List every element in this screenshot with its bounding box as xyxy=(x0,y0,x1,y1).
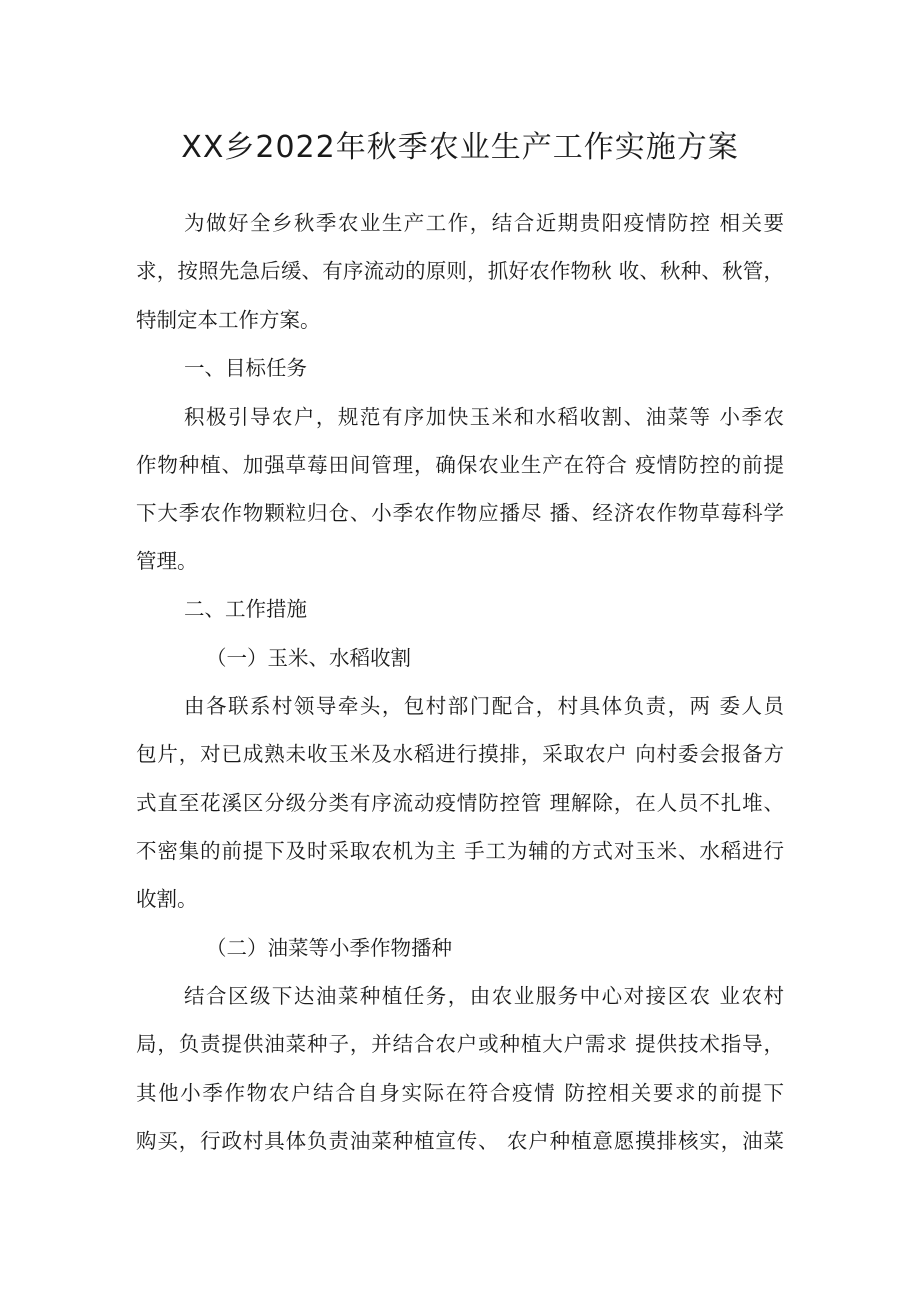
paragraph-goals-line-3: 下大季农作物颗粒归仓、小季农作物应播尽 播、经济农作物草莓科学 xyxy=(136,501,784,525)
subsection-heading-harvest: （一）玉米、水稻收割 xyxy=(206,646,411,670)
paragraph-intro-line-1: 为做好全乡秋季农业生产工作，结合近期贵阳疫情防控 相关要 xyxy=(184,211,784,235)
paragraph-goals-line-4: 管理。 xyxy=(136,549,198,573)
paragraph-sowing-line-4: 购买，行政村具体负责油菜种植宣传、 农户种植意愿摸排核实，油菜 xyxy=(136,1129,784,1153)
paragraph-intro-line-2: 求，按照先急后缓、有序流动的原则，抓好农作物秋 收、秋种、秋管， xyxy=(136,259,784,283)
paragraph-sowing-line-1: 结合区级下达油菜种植任务，由农业服务中心对接区农 业农村 xyxy=(184,984,784,1008)
paragraph-harvest-line-3: 式直至花溪区分级分类有序流动疫情防控管 理解除，在人员不扎堆、 xyxy=(136,791,784,815)
document-title: XX乡2022年秋季农业生产工作实施方案 xyxy=(181,130,739,165)
paragraph-harvest-line-1: 由各联系村领导牵头，包村部门配合，村具体负责，两 委人员 xyxy=(184,694,784,718)
paragraph-goals-line-2: 作物种植、加强草莓田间管理，确保农业生产在符合 疫情防控的前提 xyxy=(136,453,784,477)
section-heading-goals: 一、目标任务 xyxy=(184,356,307,380)
section-heading-measures: 二、工作措施 xyxy=(184,597,307,621)
paragraph-harvest-line-4: 不密集的前提下及时采取农机为主 手工为辅的方式对玉米、水稻进行 xyxy=(136,839,784,863)
subsection-heading-sowing: （二）油菜等小季作物播种 xyxy=(206,936,452,960)
paragraph-goals-line-1: 积极引导农户，规范有序加快玉米和水稻收割、油菜等 小季农 xyxy=(184,405,784,429)
paragraph-harvest-line-2: 包片，对已成熟未收玉米及水稻进行摸排，采取农户 向村委会报备方 xyxy=(136,742,784,766)
paragraph-harvest-line-5: 收割。 xyxy=(136,887,198,911)
paragraph-sowing-line-2: 局，负责提供油菜种子，并结合农户或种植大户需求 提供技术指导， xyxy=(136,1032,784,1056)
paragraph-sowing-line-3: 其他小季作物农户结合自身实际在符合疫情 防控相关要求的前提下 xyxy=(136,1081,784,1105)
paragraph-intro-line-3: 特制定本工作方案。 xyxy=(136,308,321,332)
